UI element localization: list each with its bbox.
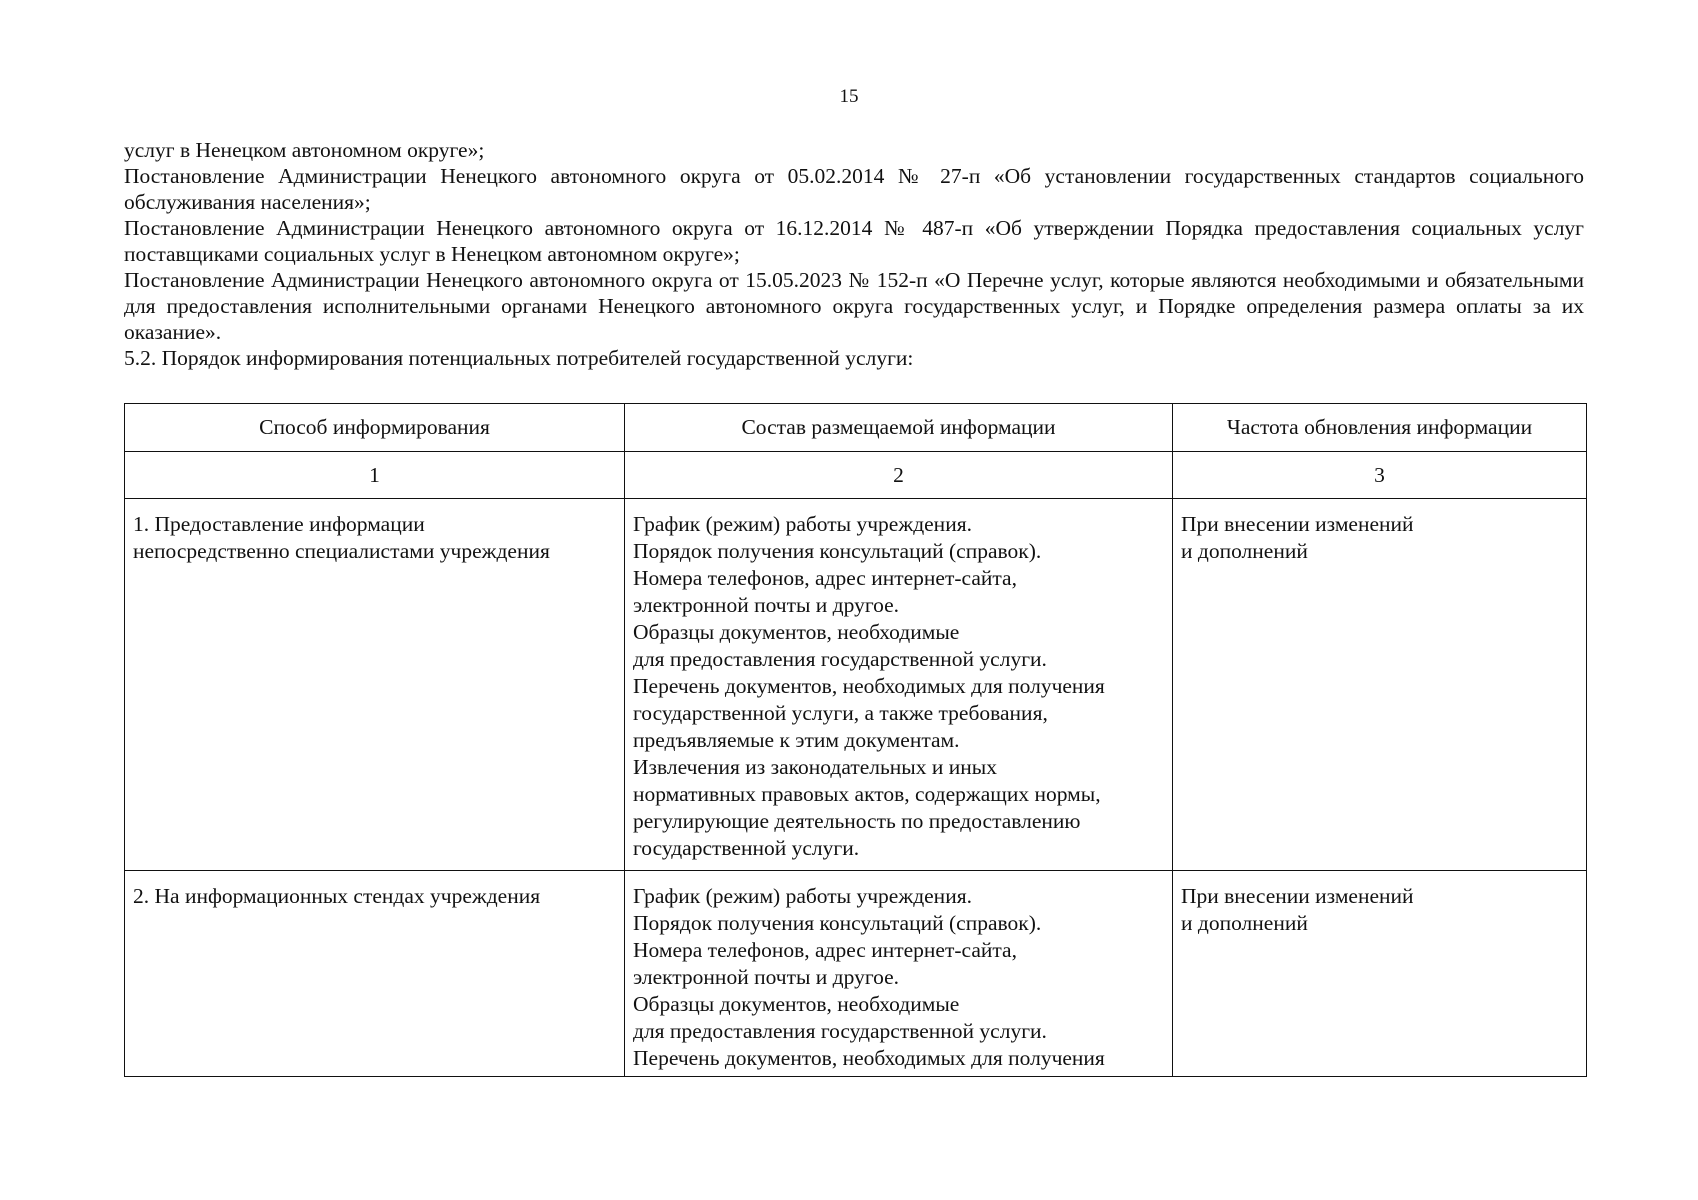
row-2-content-line: Номера телефонов, адрес интернет-сайта, [633, 938, 1017, 962]
row-1-content-line: Порядок получения консультаций (справок). [633, 539, 1042, 563]
paragraph-decree-152p: Постановление Администрации Ненецкого автономного округа от 15.05.2023 № 152-п «О Перечне услуг, которые являются необходимыми и обязательными для предоставления исполнительными органами Ненецкого автономного округа государственных услуг, и Порядке определения размера оплаты за их оказание». [124, 268, 1584, 344]
header-method: Способ информирования [125, 404, 625, 452]
column-number-row [125, 452, 1587, 499]
information-table-wrapper [124, 403, 1586, 1077]
row-1-content-line: нормативных правовых актов, содержащих нормы, [633, 782, 1101, 806]
table-row [125, 499, 1587, 871]
page-number: 15 [839, 86, 859, 107]
row-2-method-line: 2. На информационных стендах учреждения [133, 884, 541, 908]
row-1-content-line: предъявляемые к этим документам. [633, 728, 960, 752]
column-number-1: 1 [125, 452, 625, 499]
row-1-content-line: Номера телефонов, адрес интернет-сайта, [633, 566, 1017, 590]
row-2-method [125, 871, 625, 1077]
row-1-content-line: государственной услуги. [633, 836, 860, 860]
row-2-frequency-line: При внесении изменений [1181, 884, 1414, 908]
row-1-content [625, 499, 1173, 871]
paragraph-continuation: услуг в Ненецком автономном округе»; [124, 138, 485, 162]
row-2-content-line: Перечень документов, необходимых для получения [633, 1046, 1105, 1070]
row-2-content-line: Порядок получения консультаций (справок). [633, 911, 1042, 935]
row-1-content-line: График (режим) работы учреждения. [633, 512, 972, 536]
row-1-method-line: непосредственно специалистами учреждения [133, 539, 550, 563]
column-number-2: 2 [625, 452, 1173, 499]
row-2-content-line: График (режим) работы учреждения. [633, 884, 972, 908]
row-2-content-line: электронной почты и другое. [633, 965, 900, 989]
paragraph-decree-487p: Постановление Администрации Ненецкого автономного округа от 16.12.2014 № 487-п «Об утверждении Порядка предоставления социальных услуг поставщиками социальных услуг в Ненецком автономном округе»; [124, 216, 1584, 266]
row-1-content-line: для предоставления государственной услуги. [633, 647, 1047, 671]
column-number-3: 3 [1173, 452, 1587, 499]
row-1-method-line: 1. Предоставление информации [133, 512, 425, 536]
table-row [125, 871, 1587, 1077]
row-1-frequency-line: и дополнений [1181, 539, 1308, 563]
paragraph-decree-27p: Постановление Администрации Ненецкого автономного округа от 05.02.2014 № 27-п «Об установлении государственных стандартов социального обслуживания населения»; [124, 164, 1584, 214]
row-1-method [125, 499, 625, 871]
row-2-frequency [1173, 871, 1587, 1077]
row-1-frequency-line: При внесении изменений [1181, 512, 1414, 536]
row-1-content-line: государственной услуги, а также требования, [633, 701, 1048, 725]
row-1-frequency [1173, 499, 1587, 871]
information-table [124, 403, 1587, 1077]
row-2-frequency-line: и дополнений [1181, 911, 1308, 935]
header-content: Состав размещаемой информации [625, 404, 1173, 452]
body-text [124, 137, 1584, 371]
row-1-content-line: Извлечения из законодательных и иных [633, 755, 997, 779]
row-1-content-line: электронной почты и другое. [633, 593, 900, 617]
row-2-content-line: для предоставления государственной услуги. [633, 1019, 1047, 1043]
row-2-content-line: Образцы документов, необходимые [633, 992, 960, 1016]
row-2-content [625, 871, 1173, 1077]
header-frequency: Частота обновления информации [1173, 404, 1587, 452]
table-header-row [125, 404, 1587, 452]
section-5-2-heading: 5.2. Порядок информирования потенциальных потребителей государственной услуги: [124, 346, 914, 370]
row-1-content-line: Перечень документов, необходимых для получения [633, 674, 1105, 698]
row-1-content-line: регулирующие деятельность по предоставлению [633, 809, 1081, 833]
row-1-content-line: Образцы документов, необходимые [633, 620, 960, 644]
